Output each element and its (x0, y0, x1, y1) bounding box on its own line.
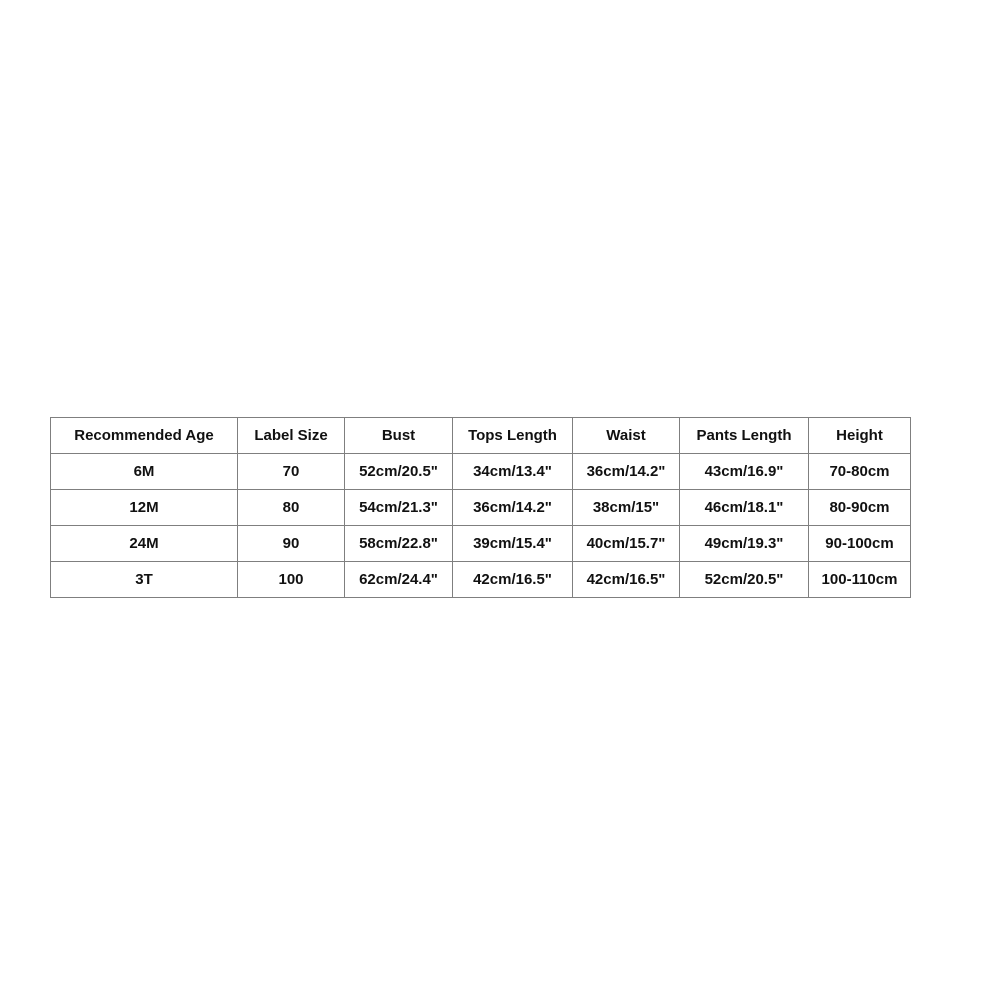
cell-tops-length: 42cm/16.5" (453, 562, 573, 598)
cell-bust: 62cm/24.4" (345, 562, 453, 598)
cell-bust: 54cm/21.3" (345, 490, 453, 526)
size-chart-header (51, 418, 911, 454)
cell-tops-length: 39cm/15.4" (453, 526, 573, 562)
cell-label-size: 90 (238, 526, 345, 562)
header-pants-length: Pants Length (680, 418, 809, 454)
header-height: Height (809, 418, 911, 454)
cell-tops-length: 34cm/13.4" (453, 454, 573, 490)
cell-waist: 40cm/15.7" (573, 526, 680, 562)
cell-waist: 36cm/14.2" (573, 454, 680, 490)
cell-height: 80-90cm (809, 490, 911, 526)
header-row (51, 418, 911, 454)
cell-recommended-age: 24M (51, 526, 238, 562)
cell-height: 100-110cm (809, 562, 911, 598)
cell-height: 70-80cm (809, 454, 911, 490)
cell-tops-length: 36cm/14.2" (453, 490, 573, 526)
cell-recommended-age: 12M (51, 490, 238, 526)
cell-waist: 42cm/16.5" (573, 562, 680, 598)
cell-pants-length: 52cm/20.5" (680, 562, 809, 598)
cell-recommended-age: 6M (51, 454, 238, 490)
header-tops-length: Tops Length (453, 418, 573, 454)
size-chart-table (50, 417, 911, 598)
cell-bust: 58cm/22.8" (345, 526, 453, 562)
size-chart-body (51, 454, 911, 598)
cell-label-size: 70 (238, 454, 345, 490)
cell-label-size: 80 (238, 490, 345, 526)
cell-pants-length: 43cm/16.9" (680, 454, 809, 490)
cell-height: 90-100cm (809, 526, 911, 562)
cell-pants-length: 49cm/19.3" (680, 526, 809, 562)
table-row (51, 526, 911, 562)
cell-waist: 38cm/15" (573, 490, 680, 526)
header-recommended-age: Recommended Age (51, 418, 238, 454)
header-label-size: Label Size (238, 418, 345, 454)
cell-pants-length: 46cm/18.1" (680, 490, 809, 526)
header-bust: Bust (345, 418, 453, 454)
table-row (51, 562, 911, 598)
table-row (51, 454, 911, 490)
cell-label-size: 100 (238, 562, 345, 598)
cell-bust: 52cm/20.5" (345, 454, 453, 490)
table-row (51, 490, 911, 526)
header-waist: Waist (573, 418, 680, 454)
cell-recommended-age: 3T (51, 562, 238, 598)
